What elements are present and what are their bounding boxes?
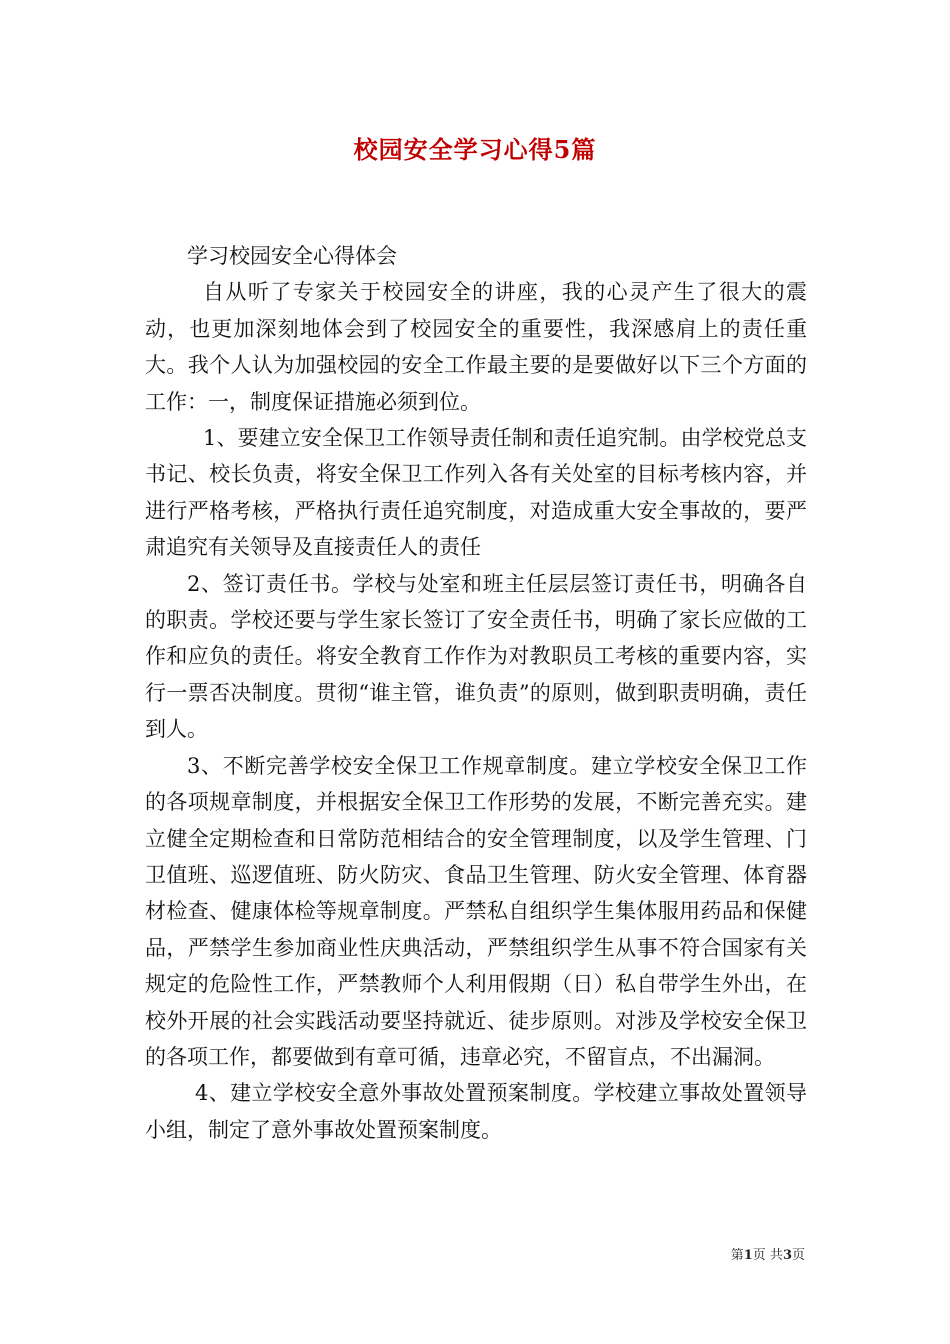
footer-middle: 页 共: [752, 1248, 783, 1263]
paragraph-item-2: 2、签订责任书。学校与处室和班主任层层签订责任书，明确各自的职责。学校还要与学生家长签订了安全责任书，明确了家长应做的工作和应负的责任。将安全教育工作作为对教职员工考核的重要内容，实行一票否决制度。贯彻“谁主管，谁负责”的原则，做到职责明确，责任到人。: [145, 571, 807, 742]
paragraph-intro: 自从听了专家关于校园安全的讲座，我的心灵产生了很大的震动，也更加深刻地体会到了校园安全的重要性，我深感肩上的责任重大。我个人认为加强校园的安全工作最主要的是要做好以下三个方面的工作：一，制度保证措施必须到位。: [145, 280, 807, 414]
footer-current-page: 1: [743, 1248, 753, 1263]
paragraph-item-3: 3、不断完善学校安全保卫工作规章制度。建立学校安全保卫工作的各项规章制度，并根据安全保卫工作形势的发展，不断完善充实。建立健全定期检查和日常防范相结合的安全管理制度，以及学生管理、门卫值班、巡逻值班、防火防灾、食品卫生管理、防火安全管理、体育器材检查、健康体检等规章制度。严禁私自组织学生集体服用药品和保健品，严禁学生参加商业性庆典活动，严禁组织学生从事不符合国家有关规定的危险性工作，严禁教师个人利用假期（日）私自带学生外出，在校外开展的社会实践活动要坚持就近、徒步原则。对涉及学校安全保卫的各项工作，都要做到有章可循，违章必究，不留盲点，不出漏洞。: [145, 753, 807, 1069]
paragraph-item-1: 1、要建立安全保卫工作领导责任制和责任追究制。由学校党总支书记、校长负责，将安全保卫工作列入各有关处室的目标考核内容，并进行严格考核，严格执行责任追究制度，对造成重大安全事故的，要严肃追究有关领导及直接责任人的责任: [145, 426, 807, 560]
paragraph-item-4: 4、建立学校安全意外事故处置预案制度。学校建立事故处置领导小组，制定了意外事故处置预案制度。: [145, 1081, 807, 1142]
page-number-footer: [731, 1246, 805, 1266]
document-title: 校园安全学习心得5篇: [353, 135, 597, 164]
footer-total-pages: 3: [782, 1248, 792, 1263]
footer-suffix: 页: [791, 1248, 805, 1263]
document-body: [145, 238, 807, 1148]
section-heading: 学习校园安全心得体会: [187, 244, 397, 268]
footer-prefix: 第: [730, 1248, 744, 1263]
